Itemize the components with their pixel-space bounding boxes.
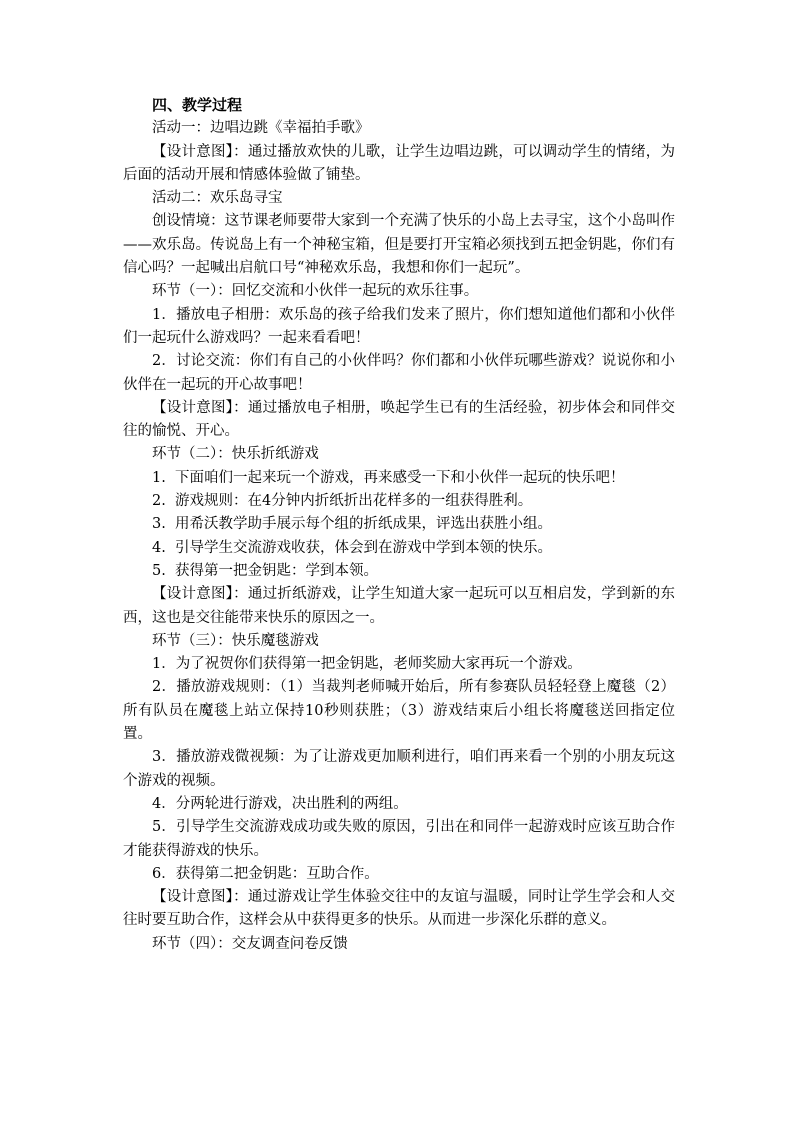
scenario-paragraph: 创设情境：这节课老师要带大家到一个充满了快乐的小岛上去寻宝，这个小岛叫作——欢乐岛。传说岛上有一个神秘宝箱，但是要打开宝箱必须找到五把金钥匙，你们有信心吗？一起喊出启航口号“神秘欢乐岛，我想和你们一起玩”。	[123, 213, 675, 277]
list-text: 获得第一把金钥匙：学到本领。	[175, 562, 378, 579]
step-three-item-3: 3．播放游戏微视频：为了让游戏更加顺利进行，咱们再来看一个别的小朋友玩这个游戏的视频。	[123, 749, 675, 789]
step-three-item-4: 4．分两轮进行游戏，决出胜利的两组。	[152, 795, 408, 812]
list-item	[123, 537, 675, 560]
list-number: 3.	[152, 516, 166, 533]
document-body	[123, 94, 675, 956]
list-number: 2.	[152, 493, 166, 510]
step-one-item-2: 2．讨论交流：你们有自己的小伙伴吗？你们都和小伙伴玩哪些游戏？说说你和小伙伴在一起玩的开心故事吧！	[123, 353, 675, 393]
list-text: 下面咱们一起来玩一个游戏，再来感受一下和小伙伴一起玩的快乐吧！	[175, 469, 625, 486]
step-four-title: 环节（四）：交友调查问卷反馈	[152, 935, 348, 952]
step-one-title: 环节（一）：回忆交流和小伙伴一起玩的欢乐往事。	[152, 283, 479, 300]
list-text: 游戏规则：在4分钟内折纸折出花样多的一组获得胜利。	[175, 493, 533, 510]
design-intent-paragraph: 【设计意图】：通过游戏让学生体验交往中的友谊与温暖，同时让学生学会和人交往时要互助合作，这样会从中获得更多的快乐。从而进一步深化乐群的意义。	[123, 889, 675, 929]
step-three-item-5: 5．引导学生交流游戏成功或失败的原因，引出在和同伴一起游戏时应该互助合作才能获得游戏的快乐。	[123, 819, 675, 859]
step-three-item-6: 6．获得第二把金钥匙：互助合作。	[152, 865, 379, 882]
list-item	[123, 467, 675, 490]
list-number: 4.	[152, 539, 166, 556]
step-two-title: 环节（二）：快乐折纸游戏	[152, 446, 319, 463]
design-intent-paragraph: 【设计意图】：通过播放电子相册，唤起学生已有的生活经验，初步体会和同伴交往的愉悦、开心。	[123, 399, 675, 440]
design-intent-paragraph: 【设计意图】：通过播放欢快的儿歌，让学生边唱边跳，可以调动学生的情绪，为后面的活动开展和情感体验做了铺垫。	[123, 143, 675, 183]
list-item	[123, 513, 675, 536]
list-number: 5.	[152, 562, 166, 579]
list-number: 1.	[152, 469, 166, 486]
design-intent-paragraph: 【设计意图】：通过折纸游戏，让学生知道大家一起玩可以互相启发，学到新的东西，这也是交往能带来快乐的原因之一。	[123, 586, 675, 626]
activity-one-title: 活动一：边唱边跳《幸福拍手歌》	[152, 120, 370, 137]
section-heading: 四、教学过程	[152, 96, 243, 114]
list-text: 引导学生交流游戏收获，体会到在游戏中学到本领的快乐。	[175, 539, 552, 556]
activity-two-title: 活动二：欢乐岛寻宝	[152, 190, 283, 207]
step-three-item-1: 1．为了祝贺你们获得第一把金钥匙，老师奖励大家再玩一个游戏。	[152, 656, 582, 673]
list-item	[123, 560, 675, 583]
list-text: 用希沃教学助手展示每个组的折纸成果，评选出获胜小组。	[175, 516, 552, 533]
list-item	[123, 490, 675, 513]
step-one-item-1: 1．播放电子相册：欢乐岛的孩子给我们发来了照片，你们想知道他们都和小伙伴们一起玩什么游戏吗？一起来看看吧！	[123, 306, 675, 346]
step-three-title: 环节（三）：快乐魔毯游戏	[152, 632, 319, 649]
step-three-item-2: 2．播放游戏规则：（1）当裁判老师喊开始后，所有参赛队员轻轻登上魔毯（2）所有队员在魔毯上站立保持10秒则获胜；（3）游戏结束后小组长将魔毯送回指定位置。	[123, 679, 675, 743]
